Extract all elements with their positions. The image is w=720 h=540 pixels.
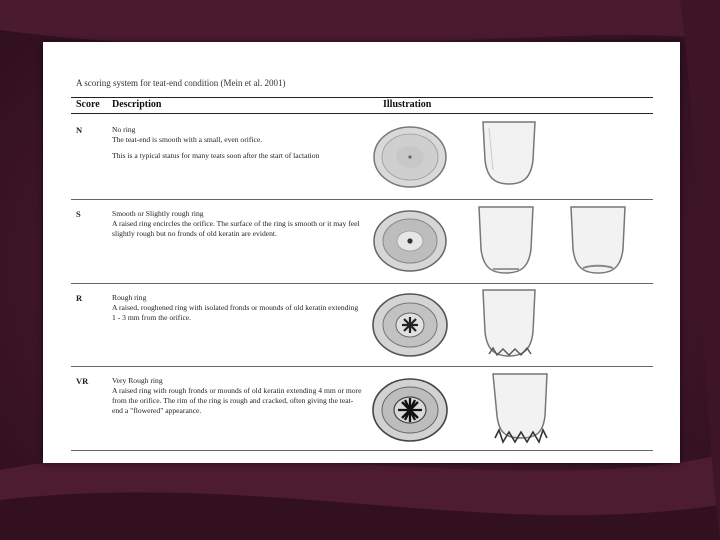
description-note: This is a typical status for many teats soon after the start of lactation — [112, 151, 320, 160]
description-s — [112, 209, 362, 239]
description-vr — [112, 376, 362, 416]
description-text: The teat-end is smooth with a small, even orifice. — [112, 135, 263, 144]
row-rule-3 — [71, 366, 653, 367]
teat-end-image-s — [368, 205, 453, 275]
score-vr: VR — [76, 376, 89, 386]
row-rule-2 — [71, 283, 653, 284]
column-header-description: Description — [112, 99, 162, 110]
header-top-rule — [71, 97, 653, 98]
description-n — [112, 125, 362, 161]
score-n: N — [76, 125, 83, 135]
description-text: A raised ring encircles the orifice. The surface of the ring is smooth or it may feel slightly rough but no fronds of old keratin are evident. — [112, 219, 360, 238]
score-s: S — [76, 209, 81, 219]
teat-side-image-r — [475, 288, 545, 362]
description-text: A raised ring with rough fronds or mounds of old keratin extending 4 mm or more from the orifice. The rim of the ring is rough and cracked, often giving the teat-end a "flowered" appearance. — [112, 386, 362, 415]
teat-end-image-r — [368, 288, 453, 360]
score-r: R — [76, 293, 83, 303]
teat-end-image-n — [368, 120, 453, 190]
description-r — [112, 293, 362, 323]
teat-side-image-s-1 — [471, 205, 541, 277]
column-header-score: Score — [76, 99, 100, 110]
header-bottom-rule — [71, 113, 653, 114]
table-caption: A scoring system for teat-end condition (Mein et al. 2001) — [76, 78, 286, 88]
description-title: Rough ring — [112, 293, 147, 302]
teat-side-image-s-2 — [563, 205, 633, 277]
column-header-illustration: Illustration — [383, 99, 432, 110]
row-rule-1 — [71, 199, 653, 200]
description-title: Smooth or Slightly rough ring — [112, 209, 204, 218]
description-title: No ring — [112, 125, 136, 134]
teat-end-image-vr — [368, 372, 453, 446]
description-text: A raised, roughened ring with isolated fronds or mounds of old keratin extending 1 - 3 mm from the orifice. — [112, 303, 359, 322]
teat-side-image-vr — [485, 372, 557, 448]
row-rule-4 — [71, 450, 653, 451]
teat-side-image-n — [475, 120, 545, 190]
document-page — [43, 42, 680, 463]
description-title: Very Rough ring — [112, 376, 163, 385]
